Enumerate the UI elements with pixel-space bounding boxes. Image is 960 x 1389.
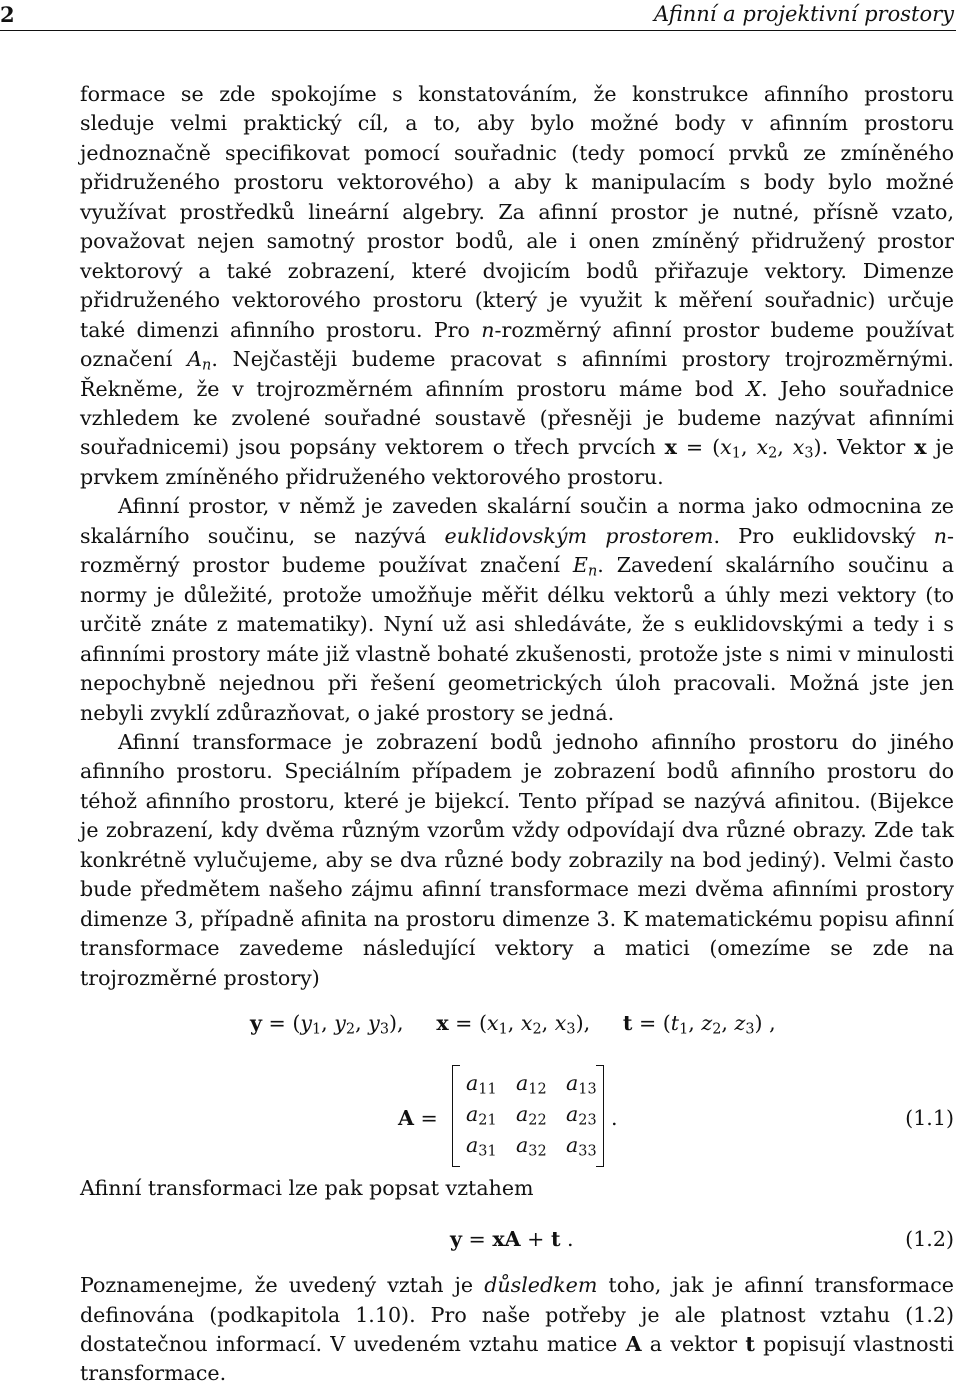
equation-number-1-1: (1.1) <box>905 1106 954 1131</box>
equation-vectors: $y = (y_1$, $y_2$, $y_3$), $x = (x_1$, $x_2$, $x_3$), $t = (t_1$, $z_2$, $z_3$) , <box>250 1011 776 1038</box>
equation-transform: y = xA + t . (1.2) <box>80 1215 954 1271</box>
matrix-A <box>452 1059 604 1171</box>
page-body <box>80 80 954 1389</box>
matrix-cell: $a_{22}$ <box>516 1102 547 1129</box>
paragraph-5: Poznamenejme, že uvedený vztah je důsledkem toho, jak je afinní transformace definována (podkapitola 1.10). Pro naše potřeby je ale platnost vztahu (1.2) dostatečnou informací. V uvedeném vztahu matice A a vektor t popisují vlastnosti transformace. <box>80 1273 954 1386</box>
paragraph-4: Afinní transformaci lze pak popsat vztahem <box>80 1176 534 1201</box>
matrix-cell: $a_{11}$ <box>466 1071 497 1098</box>
matrix-cell: $a_{12}$ <box>516 1071 547 1098</box>
equation-matrix: A = $a_{11}$ $a_{12}$ $a_{13}$ $a_{21}$ $a_{22}$ $a_{23}$ $a_{31}$ $a_{32}$ $a_{33}$ . (1.1) Afinní transformaci lze pak popsat vztahem <box>80 1059 954 1215</box>
equation-number-1-2: (1.2) <box>905 1227 954 1252</box>
matrix-row <box>466 1069 596 1099</box>
page-number: 2 <box>0 2 15 27</box>
paragraph-1: formace se zde spokojíme s konstatováním, že konstrukce afinního prostoru sleduje velmi praktický cíl, a to, aby bylo možné body v afinním prostoru jednoznačně specifikovat pomocí souřadnic (tedy pomocí prvků ze zmíněného přidruženého prostoru vektorového) a aby k manipulacím s body bylo možné využívat prostředků lineární algebry. Za afinní prostor je nutné, přísně vzato, považovat nejen samotný prostor bodů, ale i onen zmíněný přidružený prostor vektorový a také zobrazení, které dvojicím bodů přiřazuje vektory. Dimenze přidruženého vektorového prostoru (který je využit k měření souřadnic) určuje také dimenzi afinního prostoru. Pro n-rozměrný afinní prostor budeme používat označení $A_n$. Nejčastěji budeme pracovat s afinními prostory trojrozměrnými. Řekněme, že v trojrozměrném afinním prostoru máme bod X. Jeho souřadnice vzhledem ke zvolené souřadné soustavě (přesněji je budeme nazývat afinními souřadnicemi) jsou popsány vektorem o třech prvcích $x = (x_1$, $x_2$, $x_3$). Vektor x je prvkem zmíněného přidruženého vektorového prostoru. <box>80 82 954 489</box>
matrix-row <box>466 1100 596 1130</box>
matrix-cell: $a_{33}$ <box>566 1133 597 1160</box>
chapter-title: Afinní a projektivní prostory <box>653 2 954 26</box>
left-bracket <box>452 1065 460 1167</box>
paragraph-3: Afinní transformace je zobrazení bodů jednoho afinního prostoru do jiného afinního prostoru. Speciálním případem je zobrazení bodů afinního prostoru do téhož afinního prostoru, které je bijekcí. Tento případ se nazývá afinitou. (Bijekce je zobrazení, kdy dvěma různým vzorům vždy odpovídají dva různé obrazy. Zde tak konkrétně vylučujeme, aby se dva různé body zobrazily na bod jediný). Velmi často bude předmětem našeho zájmu afinní transformace mezi dvěma afinními prostory dimenze 3, případně afinita na prostoru dimenze 3. K matematickému popisu afinní transformace zavedeme následující vektory a matici (omezíme se zde na trojrozměrné prostory) <box>80 729 954 990</box>
matrix-cell: $a_{13}$ <box>566 1071 597 1098</box>
paragraph-2: Afinní prostor, v němž je zaveden skalární součin a norma jako odmocnina ze skalárního součinu, se nazývá euklidovským prostorem. Pro euklidovský n-rozměrný prostor budeme používat značení $E_n$. Zavedení skalárního součinu a normy je důležité, protože umožňuje měřit délku vektorů a úhly mezi vektory (to určitě znáte z matematiky). Nyní už asi shledáváte, že s euklidovskými a tedy i s afinními prostory máte již vlastně bohaté zkušenosti, protože jste s nimi v minulosti nepochybně nejednou při řešení geometrických úloh pracovali. Možná jste jen nebyli zvyklí zdůrazňovat, o jaké prostory se jedná. <box>80 494 954 725</box>
matrix-cell: $a_{23}$ <box>566 1102 597 1129</box>
matrix-cell: $a_{32}$ <box>516 1133 547 1160</box>
page-header <box>0 0 956 31</box>
matrix-cell: $a_{31}$ <box>466 1133 497 1160</box>
matrix-row <box>466 1131 596 1161</box>
matrix-cell: $a_{21}$ <box>466 1102 497 1129</box>
